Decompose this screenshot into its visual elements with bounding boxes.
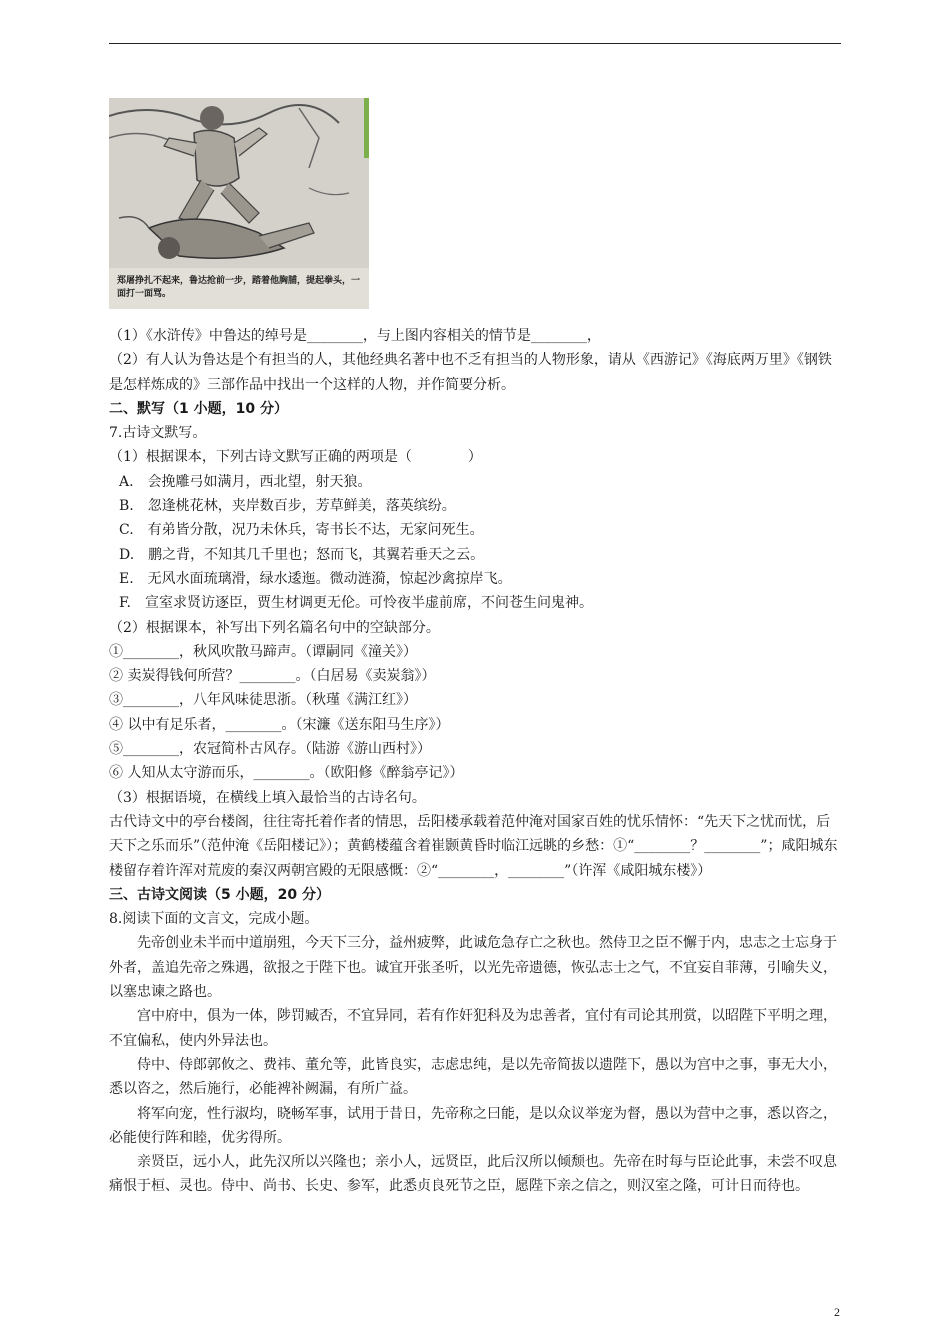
option-f: F. 宣室求贤访逐臣，贾生材调更无伦。可怜夜半虚前席，不问苍生问鬼神。 bbox=[119, 595, 593, 612]
fill-3: ③________，八年风味徒思浙。（秋瑾《满江红》） bbox=[109, 692, 417, 709]
section2-heading: 二、默写（1 小题，10 分） bbox=[109, 400, 288, 417]
q8-title: 8.阅读下面的文言文，完成小题。 bbox=[109, 911, 319, 928]
illustration-image bbox=[109, 98, 369, 309]
fill-5: ⑤________，农冠简朴古风存。（陆游《游山西村》） bbox=[109, 741, 431, 758]
passage-paragraph: 侍中、侍郎郭攸之、费祎、董允等，此皆良实，志虑忠纯，是以先帝简拔以遗陛下，愚以为宫中之事，事无大小，悉以咨之，然后施行，必能裨补阙漏，有所广益。 bbox=[109, 1056, 837, 1098]
q7-part3-prompt: （3）根据语境，在横线上填入最恰当的古诗名句。 bbox=[109, 789, 426, 806]
q7-title: 7.古诗文默写。 bbox=[109, 425, 207, 442]
fill-1: ①________，秋风吹散马蹄声。（谭嗣同《潼关》） bbox=[109, 643, 417, 660]
fill-4: ④ 以中有足乐者，________。（宋濂《送东阳马生序》） bbox=[109, 716, 450, 733]
q7-part2-prompt: （2）根据课本，补写出下列名篇名句中的空缺部分。 bbox=[109, 619, 440, 636]
q6-sub1: （1）《水浒传》中鲁达的绰号是________，与上图内容相关的情节是________， bbox=[109, 328, 601, 344]
option-a: A. 会挽雕弓如满月，西北望，射天狼。 bbox=[119, 473, 372, 490]
illustration-caption: 郑屠挣扎不起来，鲁达抢前一步，踏着他胸脯，提起拳头，一面打一面骂。 bbox=[117, 276, 361, 299]
passage-paragraph: 先帝创业未半而中道崩殂，今天下三分，益州疲弊，此诚危急存亡之秋也。然侍卫之臣不懈于内，忠志之士忘身于外者，盖追先帝之殊遇，欲报之于陛下也。诚宜开张圣听，以光先帝遗德，恢弘志士之气，不宜妄自菲薄，引喻失义，以塞忠谏之路也。 bbox=[109, 935, 837, 1001]
passage-paragraph: 亲贤臣，远小人，此先汉所以兴隆也；亲小人，远贤臣，此后汉所以倾颓也。先帝在时每与臣论此事，未尝不叹息痛恨于桓、灵也。侍中、尚书、长史、参军，此悉贞良死节之臣，愿陛下亲之信之，则汉室之隆，可计日而待也。 bbox=[109, 1154, 837, 1195]
passage-paragraph: 宫中府中，俱为一体，陟罚臧否，不宜异同，若有作奸犯科及为忠善者，宜付有司论其刑赏，以昭陛下平明之理，不宜偏私，使内外异法也。 bbox=[109, 1008, 837, 1049]
header-rule bbox=[109, 43, 841, 44]
document-body bbox=[109, 324, 844, 1199]
passage-paragraph: 将军向宠，性行淑均，晓畅军事，试用于昔日，先帝称之曰能，是以众议举宠为督，愚以为营中之事，悉以咨之，必能使行阵和睦，优劣得所。 bbox=[109, 1105, 837, 1146]
option-c: C. 有弟皆分散，况乃未休兵，寄书长不达，无家问死生。 bbox=[119, 522, 484, 539]
option-b: B. 忽逢桃花林，夹岸数百步，芳草鲜美，落英缤纷。 bbox=[119, 498, 456, 515]
page-number: 2 bbox=[834, 1305, 840, 1319]
section3-heading: 三、古诗文阅读（5 小题，20 分） bbox=[109, 886, 330, 903]
option-d: D. 鹏之背，不知其几千里也；怒而飞，其翼若垂天之云。 bbox=[119, 546, 485, 563]
q7-part1-prompt: （1）根据课本，下列古诗文默写正确的两项是（ ） bbox=[109, 449, 482, 466]
option-e: E. 无风水面琉璃滑，绿水逶迤。微动涟漪，惊起沙禽掠岸飞。 bbox=[119, 570, 512, 587]
q7-part3-text: 古代诗文中的亭台楼阁，往往寄托着作者的情思，岳阳楼承载着范仲淹对国家百姓的忧乐情怀：“先天下之忧而忧，后天下之乐而乐”（范仲淹《岳阳楼记》）；黄鹤楼蕴含着崔颢黄昏时临江远眺的乡愁：①“________？________”；咸阳城东楼留存着许浑对荒废的秦汉两朝宫殿的无限感慨：②“________，________”（许浑《咸阳城东楼》） bbox=[109, 813, 838, 879]
fill-2: ② 卖炭得钱何所营？________。（白居易《卖炭翁》） bbox=[109, 668, 436, 685]
q6-sub2: （2）有人认为鲁达是个有担当的人，其他经典名著中也不乏有担当的人物形象，请从《西游记》《海底两万里》《钢铁是怎样炼成的》三部作品中找出一个这样的人物，并作简要分析。 bbox=[109, 352, 832, 393]
fill-6: ⑥ 人知从太守游而乐，________。（欧阳修《醉翁亭记》） bbox=[109, 765, 464, 782]
